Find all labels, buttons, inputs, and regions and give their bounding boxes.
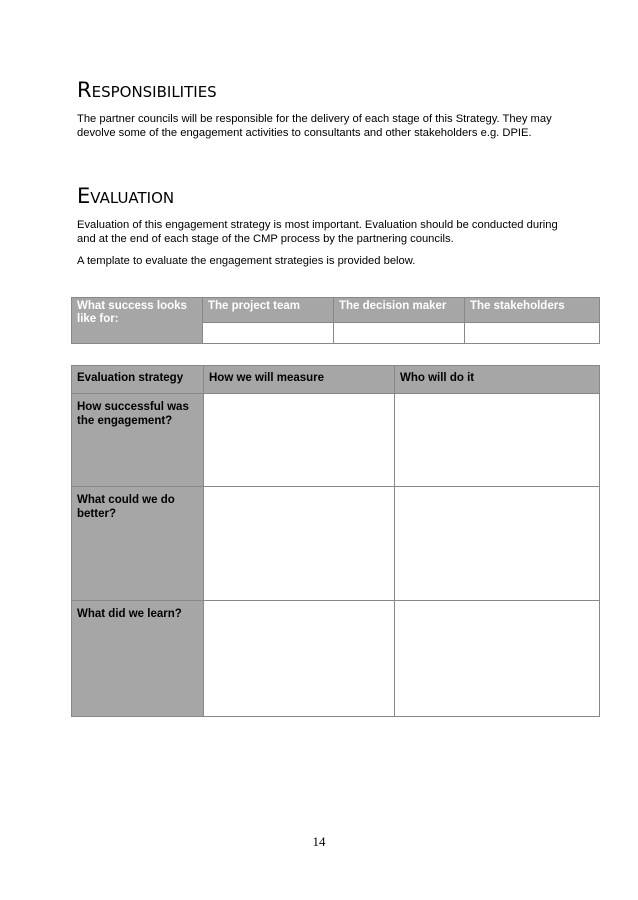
eval-cell-measure-1[interactable] [204,394,395,487]
eval-cell-who-3[interactable] [395,601,600,717]
evaluation-table [71,365,600,717]
responsibilities-heading: Responsibilities [77,78,217,102]
eval-row-what-learn: What did we learn? [72,601,204,717]
responsibilities-text: The partner councils will be responsible for the delivery of each stage of this Strategy. They may devolve some of the engagement activities to consultants and other stakeholders e.g. DPIE. [77,113,552,139]
success-cell-project-team[interactable] [203,322,334,343]
success-header-what-success: What success looks like for: [72,298,203,344]
evaluation-paragraph-1: Evaluation of this engagement strategy is most important. Evaluation should be conducted during and at the end of each stage of the CMP process by the partnering councils. [77,219,558,245]
eval-cell-measure-3[interactable] [204,601,395,717]
success-header-decision-maker: The decision maker [334,298,465,323]
success-cell-stakeholders[interactable] [465,322,600,343]
eval-header-strategy: Evaluation strategy [72,366,204,394]
evaluation-heading: Evaluation [77,184,175,208]
success-cell-decision-maker[interactable] [334,322,465,343]
eval-row-how-successful: How successful was the engagement? [72,394,204,487]
success-table [71,297,600,344]
page-number: 14 [312,834,326,849]
eval-row-do-better: What could we do better? [72,487,204,601]
eval-cell-who-1[interactable] [395,394,600,487]
eval-cell-who-2[interactable] [395,487,600,601]
eval-header-who: Who will do it [395,366,600,394]
success-header-stakeholders: The stakeholders [465,298,600,323]
eval-cell-measure-2[interactable] [204,487,395,601]
evaluation-paragraph-2: A template to evaluate the engagement strategies is provided below. [77,255,416,267]
success-header-project-team: The project team [203,298,334,323]
eval-header-measure: How we will measure [204,366,395,394]
